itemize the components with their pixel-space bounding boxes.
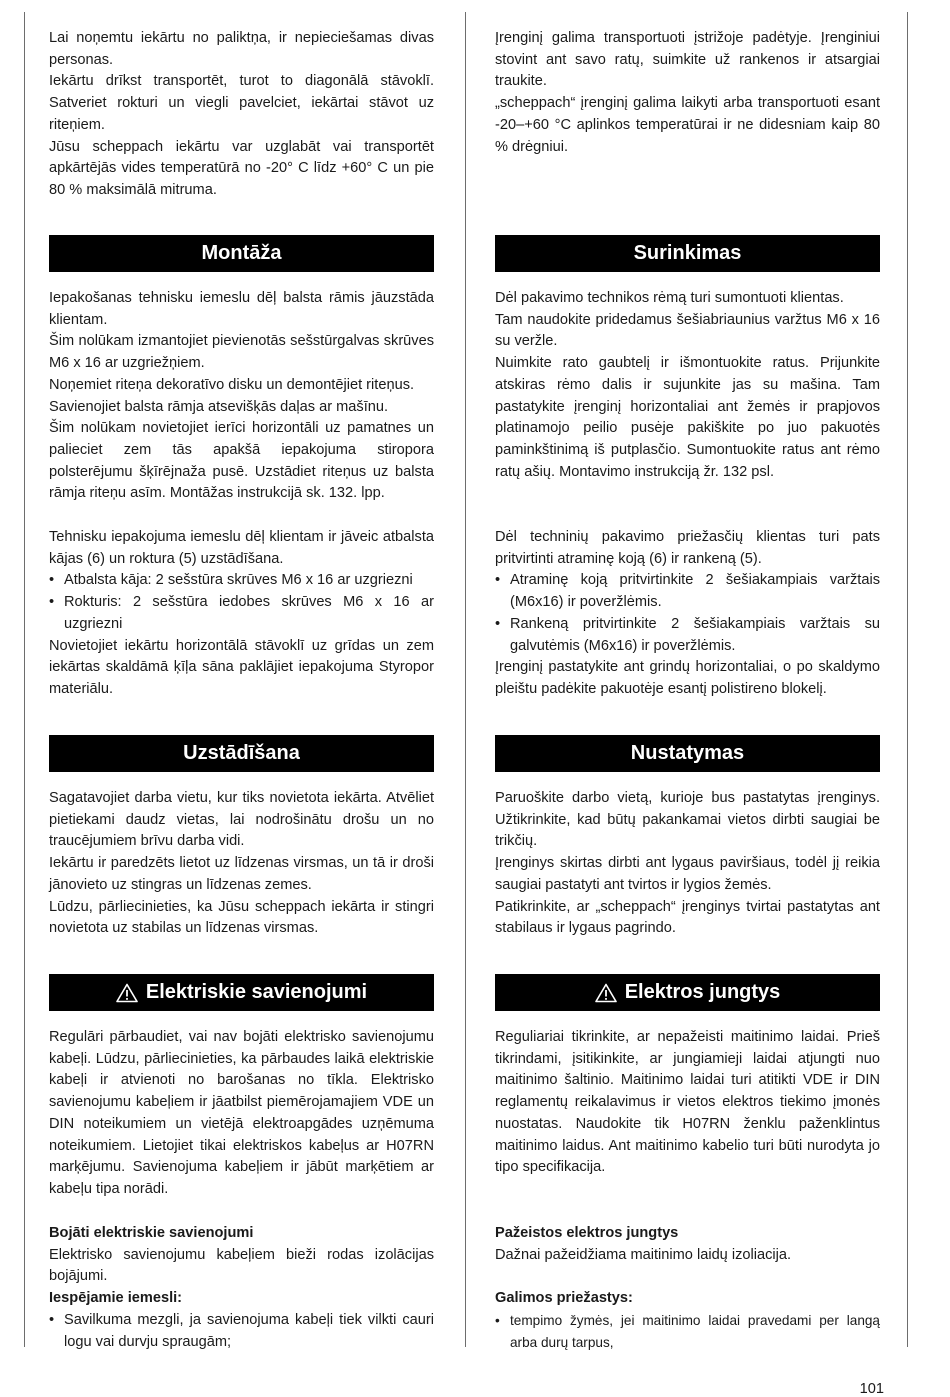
body-paragraph: Tehnisku iepakojuma iemeslu dēļ klientam ir jāveic atbalsta kājas (6) un roktura (5) uzstādīšana. [49, 529, 434, 567]
bullet-list [49, 570, 434, 635]
uzstadisana-section [49, 788, 434, 940]
transport-section [49, 28, 434, 202]
section-heading-montaza: Montāža [49, 235, 434, 272]
body-paragraph: Reguliariai tikrinkite, ar nepažeisti maitinimo laidai. Prieš tikrindami, įsitikinkite, ar jungiamieji laidai atjungti nuo maitinimo šaltinio. Maitinimo laidai turi atitikti VDE ir DIN reglamentų reikalavimus ir vietos elektros tiekimo įmonės nuostatas. Naudokite tik H07RN ženklu paženklintus maitinimo laidus. Ant maitinimo kabelio turi būti nurodyta jo tipo specifikacija. [495, 1029, 880, 1176]
body-paragraph: Patikrinkite, ar „scheppach“ įrenginys tvirtai pastatytas ant stabilaus ir lygaus pagrindo. [495, 898, 880, 937]
body-paragraph: Sagatavojiet darba vietu, kur tiks novietota iekārta. Atvēliet pietiekami daudz vietas, lai nodrošinātu drošu un no traucējumiem brīvu darba vidi. [49, 790, 434, 850]
sub-heading: Galimos priežastys: [495, 1290, 633, 1307]
list-item: • Atraminę koją pritvirtinkite 2 šešiakampiais varžtais (M6x16) ir poveržlėmis. [495, 570, 880, 613]
list-item: • Atbalsta kāja: 2 sešstūra skrūves M6 x 16 ar uzgriezni [49, 570, 434, 592]
surinkimas-section [495, 288, 880, 483]
intro-paragraph: Įrenginį galima transportuoti įstrižoje padėtyje. Įrenginiui stovint ant savo ratų, suimkite už rankenos ir atsargiai traukite. [495, 30, 880, 90]
montaza-section [49, 288, 434, 505]
right-margin-rule [907, 12, 908, 1347]
bullet-list [495, 570, 880, 657]
body-paragraph: Iekārtu ir paredzēts lietot uz līdzenas virsmas, un tā ir droši jānovieto uz stingras un līdzenas zemes. [49, 855, 434, 893]
section-heading-surinkimas: Surinkimas [495, 235, 880, 272]
body-paragraph: Savienojiet balsta rāmja atsevišķās daļas ar mašīnu. [49, 398, 389, 415]
elektros-section [495, 1027, 880, 1179]
body-paragraph: Novietojiet iekārtu horizontālā stāvoklī uz grīdas un zem iekārtas skaldāmā ķīļa sāna paklājiet iepakojuma Styropor materiālu. [49, 637, 434, 697]
surinkimas-assembly-section [495, 527, 880, 701]
page-number: 101 [859, 1381, 884, 1397]
body-paragraph: Paruoškite darbo vietą, kurioje bus pastatytas įrenginys. Užtikrinkite, kad būtų pakankamai vietos dirbti saugiai be trikčių. [495, 790, 880, 850]
list-item: • Savilkuma mezgli, ja savienojuma kabeļi tiek vilkti cauri logu vai durvju spraugām; [49, 1310, 434, 1353]
elektro-section [49, 1027, 434, 1201]
body-paragraph: Regulāri pārbaudiet, vai nav bojāti elektrisko savienojumu kabeļi. Lūdzu, pārliecinieties, ka pārbaudes laikā elektriskie kabeļi ir atvienoti no barošanas no tīkla. Elektrisko savienojumu kabeļiem ir jāatbilst piemērojamajiem VDE un DIN noteikumiem un vietējā elektroapgādes uzņēmuma noteikumiem. Lietojiet tikai elektriskos kabeļus ar H07RN marķējumu. Savienojuma kabeļiem ir jābūt marķētiem ar kabeļu tipa norādi. [49, 1029, 434, 1197]
body-paragraph: Šim nolūkam izmantojiet pievienotās sešstūrgalvas skrūves M6 x 16 ar uzgriežņiem. [49, 333, 434, 372]
body-paragraph: Dėl pakavimo technikos rėmą turi sumontuoti klientas. [495, 290, 844, 306]
body-paragraph: Noņemiet riteņa dekoratīvo disku un demontējiet riteņus. [49, 376, 415, 393]
montaza-assembly-section [49, 527, 434, 701]
body-paragraph: Tam naudokite pridedamus šešiabriaunius varžtus M6 x 16 su veržle. [495, 311, 880, 350]
sub-heading: Bojāti elektriskie savienojumi [49, 1225, 254, 1241]
column-divider [465, 12, 466, 1347]
body-paragraph: Lūdzu, pārliecinieties, ka Jūsu scheppach iekārta ir stingri novietota uz stabilas un līdzenas virsmas. [49, 898, 434, 937]
body-paragraph: Dėl techninių pakavimo priežasčių klientas turi pats pritvirtinti atraminę koją (6) ir rankeną (5). [495, 529, 880, 567]
intro-paragraph: Iekārtu drīkst transportēt, turot to diagonālā stāvoklī. Satveriet rokturi un viegli pavelciet, iekārtai stāvot uz riteņiem. [49, 73, 434, 133]
section-heading-nustatymas: Nustatymas [495, 735, 880, 772]
sub-heading: Iespējamie iemesli: [49, 1290, 183, 1307]
body-paragraph: Šim nolūkam novietojiet ierīci horizontāli uz pamatnes un palieciet zem tās apakšā iepakojuma stiropora polsterējumu šķīrējnaža pusē. Uzstādiet riteņus uz balsta rāmja riteņu asīm. Montāžas instrukcijā sk. 132. lpp. [49, 420, 434, 502]
body-paragraph: Dažnai pažeidžiama maitinimo laidų izoliacija. [495, 1246, 792, 1263]
intro-paragraph: „scheppach“ įrenginį galima laikyti arba transportuoti esant -20–+60 °C aplinkos temperatūrai ir ne didesniam kaip 80 % drėgniui. [495, 95, 880, 155]
bullet-list [49, 1310, 434, 1353]
body-paragraph: Elektrisko savienojumu kabeļiem bieži rodas izolācijas bojājumi. [49, 1246, 434, 1285]
list-item: • Rokturis: 2 sešstūra iedobes skrūves M6 x 16 ar uzgriezni [49, 592, 434, 635]
sub-heading: Pažeistos elektros jungtys [495, 1225, 679, 1241]
intro-paragraph: Lai noņemtu iekārtu no paliktņa, ir nepieciešamas divas personas. [49, 30, 434, 68]
warning-triangle-icon [116, 983, 138, 1003]
body-paragraph: Įrenginys skirtas dirbti ant lygaus paviršiaus, todėl jį reikia saugiai pastatyti ant tvirtos ir lygios žemės. [495, 855, 880, 893]
section-heading-elektros: Elektros jungtys [495, 974, 880, 1011]
intro-paragraph: Jūsu scheppach iekārtu var uzglabāt vai transportēt apkārtējās vides temperatūrā no -20° C līdz +60° C un pie 80 % maksimālā mitruma. [49, 138, 434, 198]
body-paragraph: Iepakošanas tehnisku iemeslu dēļ balsta rāmis jāuzstāda klientam. [49, 290, 434, 328]
transport-section [495, 28, 880, 158]
body-paragraph: Nuimkite rato gaubtelį ir išmontuokite ratus. Prijunkite atskiras rėmo dalis ir sujunkite jas su mašina. Tam pastatykite įrenginį horizontaliai ant žemės ir prapjovos platinamojo peilio pusėje pakiškite po juo pakuotės paminkštinimą iš putplasčio. Sumontuokite ratus ant rėmo ratų ašių. Montavimo instrukciją žr. 132 psl. [495, 355, 880, 480]
section-heading-uzstadisana: Uzstādīšana [49, 735, 434, 772]
bullet-list [495, 1310, 880, 1353]
warning-triangle-icon [595, 983, 617, 1003]
list-item: • tempimo žymės, jei maitinimo laidai pravedami per langą arba durų tarpus, [495, 1310, 880, 1353]
list-item: • Rankeną pritvirtinkite 2 šešiakampiais varžtais su galvutėmis (M6x16) ir poveržlėmis. [495, 614, 880, 657]
damaged-cables-section [495, 1223, 880, 1353]
section-heading-elektro: Elektriskie savienojumi [49, 974, 434, 1011]
left-margin-rule [24, 12, 25, 1347]
nustatymas-section [495, 788, 880, 940]
damaged-cables-section [49, 1223, 434, 1353]
body-paragraph: Įrenginį pastatykite ant grindų horizontaliai, o po skaldymo pleištu padėkite pakuotėje esantį polistireno blokelį. [495, 659, 880, 697]
